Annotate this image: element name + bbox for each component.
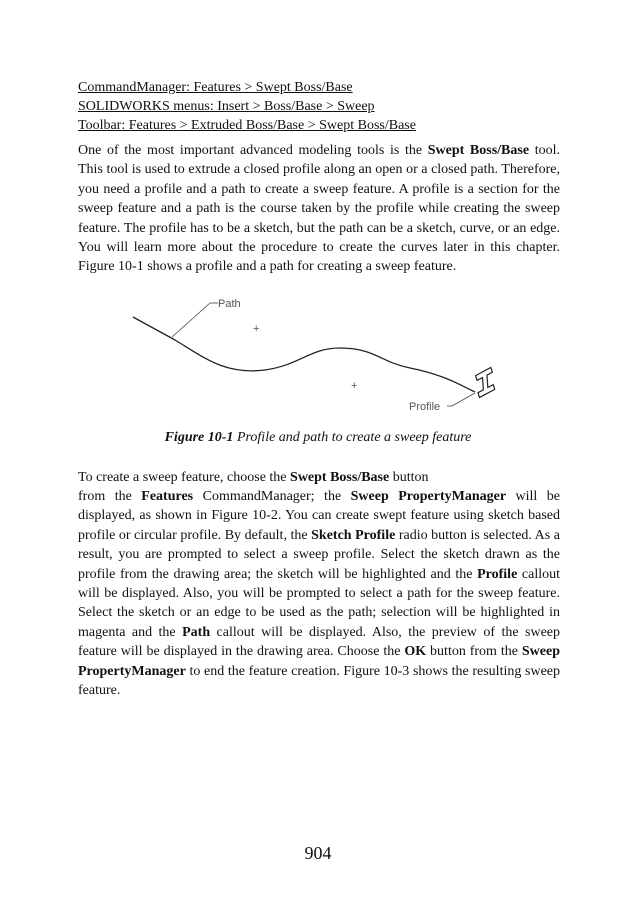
procedure-heading-line [78, 468, 560, 487]
procedure-text-8: to end the feature creation. Figure 10-3 shows the resulting sweep feature. [78, 663, 560, 699]
menus-path: SOLIDWORKS menus: Insert > Boss/Base > Sweep [78, 99, 375, 114]
intro-text-2: tool. This tool is used to extrude a closed profile along an open or a closed path. Therefore, you need a profile and a path to create a sweep feature. A profile is a section for the sweep feature and a path is the course taken by the profile while creating the sweep feature. The profile has to be a sketch, but the path can be a sketch, curve, or an edge. You will learn more about the procedure to create the curves later in this chapter. Figure 10-1 shows a profile and a path for creating a sweep feature. [78, 143, 560, 275]
procedure-paragraph [78, 487, 560, 700]
caption-number: Figure 10-1 [164, 430, 234, 445]
intro-paragraph [78, 141, 560, 277]
plus-marker-1: + [253, 323, 260, 335]
path-curve [133, 317, 475, 392]
procedure-bold-profile: Profile [477, 566, 518, 582]
path-label: Path [218, 298, 241, 310]
procedure-bold-features: Features [141, 489, 194, 504]
path-leader-line [172, 303, 210, 337]
procedure-text-h2: button [389, 470, 429, 485]
procedure-text-h1: To create a sweep feature, choose the [78, 470, 291, 485]
intro-text-1: One of the most important advanced modeling tools is the [78, 143, 428, 158]
profile-label: Profile [409, 401, 441, 413]
caption-text: Profile and path to create a sweep feature [233, 430, 472, 445]
procedure-bold-path: Path [182, 624, 211, 640]
procedure-bold-sweep-propertymanager: Sweep PropertyManager [350, 489, 507, 504]
commandmanager-path: CommandManager: Features > Swept Boss/Base [78, 80, 353, 95]
toolbar-path: Toolbar: Features > Extruded Boss/Base > Swept Boss/Base [78, 118, 416, 133]
sweep-figure [0, 290, 636, 420]
plus-marker-2: + [351, 380, 358, 392]
procedure-bold-swept-boss-base: Swept Boss/Base [290, 470, 390, 485]
procedure-text-4: radio button is selected. As a result, you are prompted to select a sweep profile. Select the sketch drawn as the profile from the drawing area; the sketch will be highlighted and the [78, 527, 560, 582]
procedure-bold-ok: OK [404, 644, 427, 660]
procedure-text-6: callout will be displayed. Also, the preview of the sweep feature will be displayed in the drawing area. Choose the [78, 624, 560, 660]
figure-caption [0, 430, 636, 446]
procedure-text-1: from the [78, 489, 142, 504]
procedure-bold-sweep-propertymanager-2: Sweep PropertyManager [78, 644, 560, 679]
page-number: 904 [304, 843, 332, 863]
procedure-text-7: button from the [426, 644, 522, 660]
navigation-paths [78, 78, 568, 135]
i-beam-profile [472, 367, 499, 397]
procedure-text-3: will be displayed, as shown in Figure 10-2. You can create swept feature using sketch based profile or circular profile. By default, the [78, 489, 560, 543]
procedure-text-2: CommandManager; the [193, 489, 351, 504]
procedure-bold-sketch-profile: Sketch Profile [311, 527, 396, 543]
profile-leader-line [452, 393, 475, 406]
intro-bold-swept-boss-base: Swept Boss/Base [427, 143, 530, 158]
procedure-text-5: callout will be displayed. Also, you will be prompted to select a path for the sweep feature. Select the sketch or an edge to be used as the path; selection will be highlighted in magenta and the [78, 566, 560, 640]
